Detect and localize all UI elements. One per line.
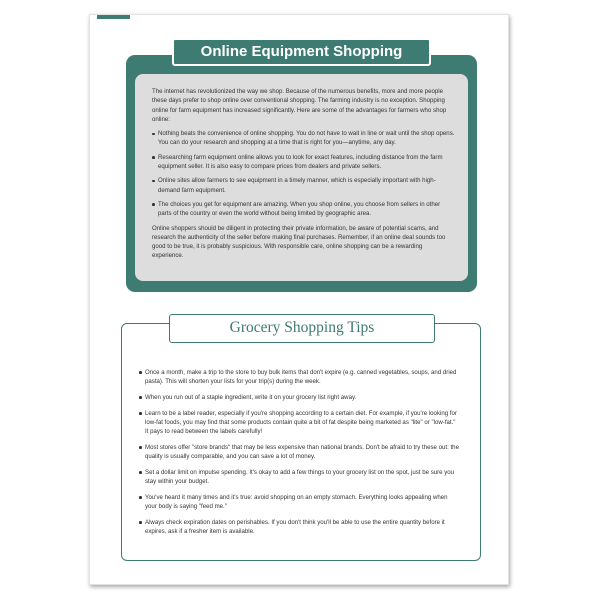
corner-accent (97, 15, 130, 19)
list-item: Most stores offer "store brands" that may be less expensive than national brands. Don't be afraid to try these out: the quality is usually comparable, and you can save a lot of money. (139, 443, 459, 462)
list-item: When you run out of a staple ingredient, write it on your grocery list right away. (139, 393, 459, 402)
grocery-tips-title: Grocery Shopping Tips (169, 314, 435, 343)
list-item: Set a dollar limit on impulse spending. It's okay to add a few things to your grocery list on the spot, just be sure you stay within your budget. (139, 468, 459, 487)
list-item: Learn to be a label reader, especially if you're shopping according to a certain diet. For example, if you're looking for low-fat foods, you may find that some products contain quite a bit of fat despite being marketed as "lite" or "low-fat." It pays to read between the labels carefully! (139, 409, 459, 437)
list-item: Nothing beats the convenience of online shopping. You do not have to wait in line or wait until the shop opens. You can do your research and shopping at a time that is right for you—anytime, any day. (152, 129, 455, 148)
online-shopping-list (152, 129, 455, 218)
list-item: The choices you get for equipment are amazing. When you shop online, you choose from sellers in other parts of the country or even the world without being limited by geographic area. (152, 200, 455, 219)
online-shopping-body (135, 74, 468, 281)
list-item: Once a month, make a trip to the store to buy bulk items that don't expire (e.g. canned vegetables, soups, and dried pasta). This will shorten your lists for your trip(s) during the week. (139, 368, 459, 387)
list-item: Researching farm equipment online allows you to look for exact features, including distance from the farm equipment seller. It is also easy to compare prices from dealers and private sellers. (152, 153, 455, 172)
grocery-tips-card (121, 319, 481, 561)
grocery-tips-list (139, 368, 459, 537)
list-item: You've heard it many times and it's true: avoid shopping on an empty stomach. Everything looks appealing when your body is saying "feed me." (139, 493, 459, 512)
online-shopping-card (126, 43, 477, 292)
list-item: Always check expiration dates on perishables. If you don't think you'll be able to use the entire quantity before it expires, ask if a fresher item is available. (139, 518, 459, 537)
list-item: Online sites allow farmers to see equipment in a timely manner, which is especially important with high-demand farm equipment. (152, 176, 455, 195)
grocery-tips-body (139, 368, 459, 543)
online-shopping-closing: Online shoppers should be diligent in protecting their private information, be aware of potential scams, and research the authenticity of the seller before making final purchases. Remember, if an online deal sounds too good to be true, it is probably suspicious. With responsible care, online shopping can be a rewarding experience. (152, 224, 446, 260)
document-page (89, 14, 509, 585)
online-shopping-title: Online Equipment Shopping (172, 38, 431, 66)
online-shopping-intro: The internet has revolutionized the way we shop. Because of the numerous benefits, more and more people these days prefer to shop online over conventional shopping. The farming industry is no exception. Shopping online for farm equipment has increased significantly. Here are some of the advantages for farmers who shop online: (152, 88, 447, 123)
